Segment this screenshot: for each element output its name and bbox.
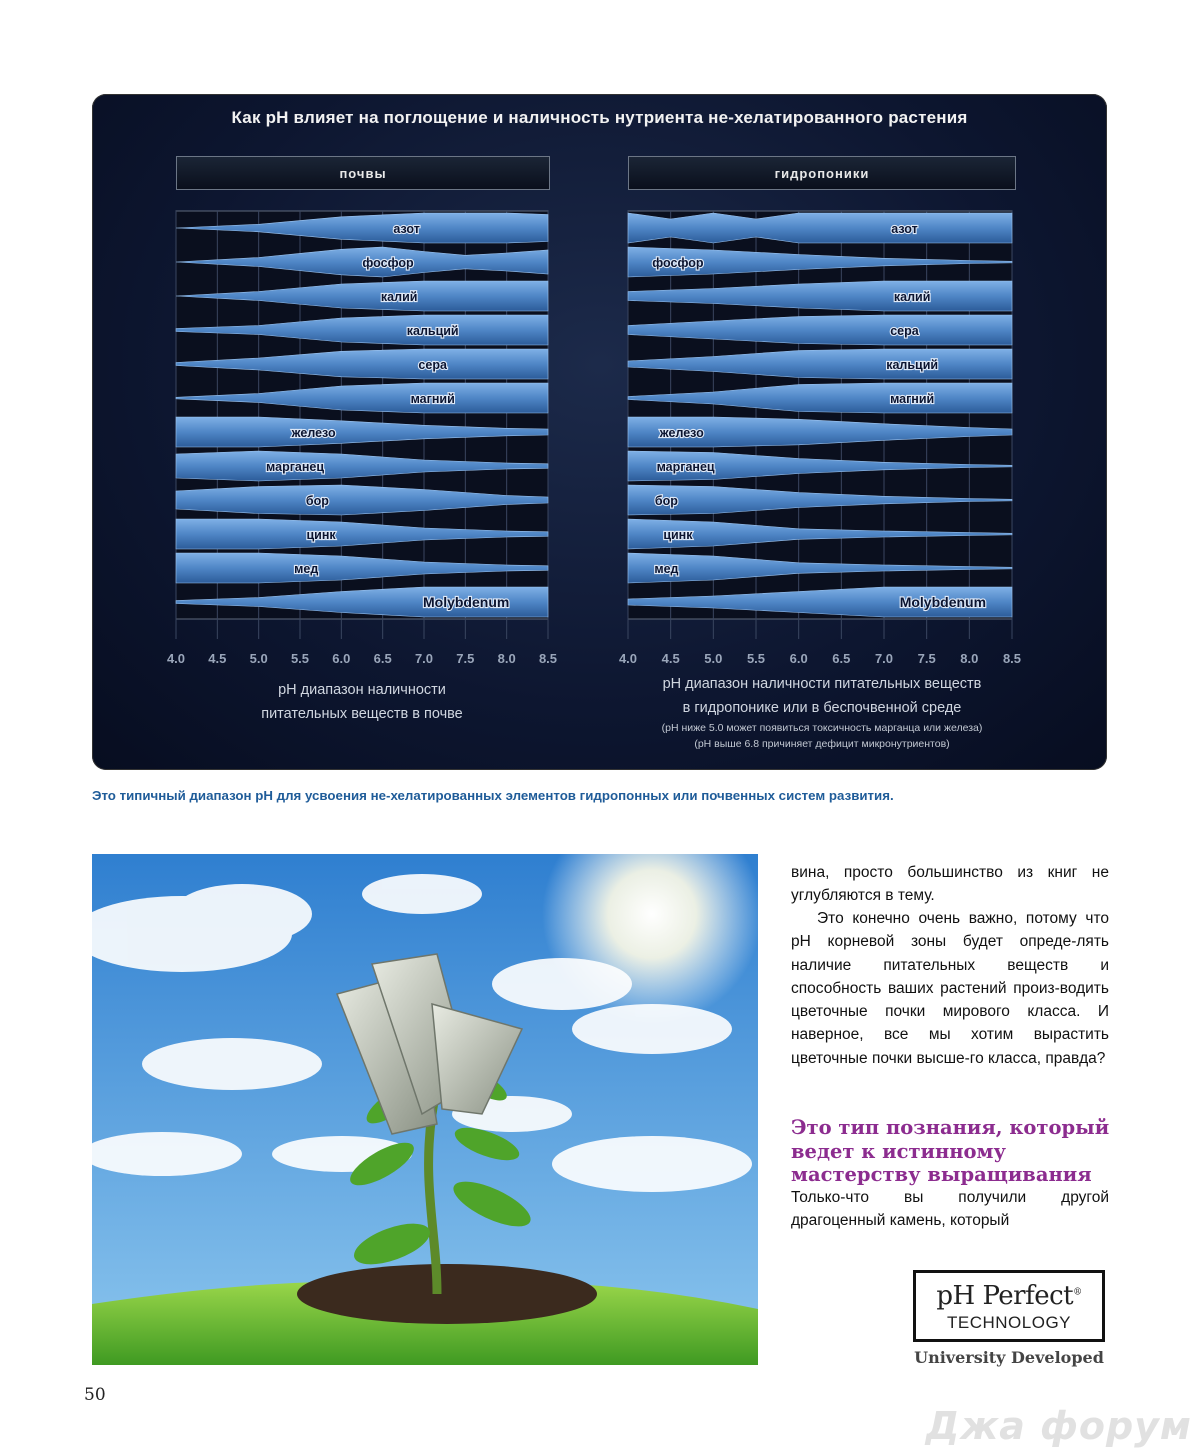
para-gem: Только-что вы получили другой драгоценный камень, который bbox=[791, 1189, 1109, 1230]
chart-0-band-label-азот: азот bbox=[393, 222, 420, 236]
soil-column-header: почвы bbox=[176, 156, 550, 190]
ph-band-charts bbox=[92, 94, 1107, 770]
chart-1-band-label-сера: сера bbox=[890, 324, 919, 338]
chart-0-tick-label-4: 6.0 bbox=[332, 651, 351, 666]
chart-0-tick-label-2: 5.0 bbox=[249, 651, 268, 666]
soil-caption-line-1: pH диапазон наличности bbox=[278, 682, 446, 698]
body-paragraph-2 bbox=[791, 907, 1109, 1070]
soil-caption bbox=[176, 678, 548, 726]
chart-0-band-label-бор: бор bbox=[305, 494, 329, 508]
ph-perfect-logo bbox=[913, 1270, 1105, 1342]
hydro-note-2: (pH выше 6.8 причиняет дефицит микронутриентов) bbox=[694, 738, 950, 750]
hydro-note-1: (pH ниже 5.0 может появиться токсичность марганца или железа) bbox=[661, 722, 983, 734]
chart-1-band-label-марганец: марганец bbox=[656, 460, 715, 474]
body-paragraph-3 bbox=[791, 1186, 1109, 1233]
logo-technology: TECHNOLOGY bbox=[946, 1313, 1072, 1332]
chart-0-tick-label-3: 5.5 bbox=[290, 651, 310, 666]
chart-1-band-label-магний: магний bbox=[890, 392, 935, 406]
chart-1-tick-label-2: 5.0 bbox=[704, 651, 723, 666]
chart-0-tick-label-5: 6.5 bbox=[373, 651, 392, 666]
chart-1-tick-label-4: 6.0 bbox=[789, 651, 808, 666]
chart-title: Как pH влияет на поглощение и наличность нутриента не-хелатированного растения bbox=[231, 108, 968, 127]
chart-0-band-label-железо: железо bbox=[291, 426, 336, 440]
forum-watermark: Джа форум bbox=[925, 1404, 1192, 1448]
chart-1-tick-label-6: 7.0 bbox=[874, 651, 894, 666]
logo-tagline: University Developed bbox=[914, 1348, 1104, 1367]
chart-1-band-label-molybdenum: Molybdenum bbox=[899, 594, 987, 610]
chart-1-band-label-фосфор: фосфор bbox=[652, 256, 704, 270]
section-heading: Это тип познания, который ведет к истинному мастерству выращивания bbox=[791, 1116, 1110, 1186]
chart-0-tick-label-0: 4.0 bbox=[166, 651, 186, 666]
figure-caption: Это типичный диапазон pH для усвоения не-хелатированных элементов гидропонных или почвенных систем развития. bbox=[92, 788, 894, 803]
page-number: 50 bbox=[84, 1385, 106, 1405]
chart-0-band-label-сера: сера bbox=[418, 358, 447, 372]
ph-chart-panel bbox=[92, 94, 1107, 770]
chart-0-band-label-мед: мед bbox=[294, 562, 319, 576]
chart-1-band-label-калий: калий bbox=[893, 290, 931, 304]
chart-1-tick-label-1: 4.5 bbox=[661, 651, 680, 666]
money-plant-photo bbox=[92, 854, 758, 1365]
soil-caption-line-2: питательных веществ в почве bbox=[261, 706, 463, 722]
chart-0-band-label-марганец: марганец bbox=[266, 460, 325, 474]
chart-0-tick-label-1: 4.5 bbox=[208, 651, 227, 666]
hydro-caption-line-1: pH диапазон наличности питательных веществ bbox=[662, 676, 982, 692]
chart-1-band-label-железо: железо bbox=[659, 426, 704, 440]
chart-0-band-label-магний: магний bbox=[410, 392, 455, 406]
chart-1-band-label-мед: мед bbox=[654, 562, 679, 576]
chart-0-band-label-кальций: кальций bbox=[406, 324, 459, 338]
para-continuation: вина, просто большинство из книг не углубляются в тему. bbox=[791, 864, 1109, 905]
chart-1-band-азот bbox=[628, 213, 1012, 243]
chart-1-band-label-кальций: кальций bbox=[886, 358, 939, 372]
body-paragraph-1 bbox=[791, 861, 1109, 908]
chart-0-tick-label-9: 8.5 bbox=[538, 651, 558, 666]
chart-1-band-label-азот: азот bbox=[891, 222, 918, 236]
logo-registered-mark: ® bbox=[1073, 1287, 1082, 1298]
chart-0-band-label-molybdenum: Molybdenum bbox=[422, 594, 510, 610]
chart-1-tick-label-0: 4.0 bbox=[618, 651, 638, 666]
chart-1-band-label-бор: бор bbox=[654, 494, 678, 508]
chart-1-tick-label-9: 8.5 bbox=[1002, 651, 1022, 666]
chart-0-tick-label-8: 8.0 bbox=[497, 651, 516, 666]
chart-0-band-label-цинк: цинк bbox=[306, 528, 336, 542]
chart-0-band-label-калий: калий bbox=[380, 290, 418, 304]
hydro-column-header: гидропоники bbox=[628, 156, 1016, 190]
chart-1-tick-label-3: 5.5 bbox=[746, 651, 766, 666]
hydro-caption bbox=[572, 672, 1072, 752]
chart-1-tick-label-5: 6.5 bbox=[832, 651, 851, 666]
para-importance: Это конечно очень важно, потому что pH корневой зоны будет опреде-лять наличие питательных веществ и способность ваших растений произ-водить цветочные почки мирового класса. И наверное, все мы хотим вырастить цветочные почки высше-го класса, правда? bbox=[791, 910, 1109, 1067]
chart-0-tick-label-6: 7.0 bbox=[414, 651, 434, 666]
chart-0-tick-label-7: 7.5 bbox=[456, 651, 475, 666]
hydro-caption-line-2: в гидропонике или в беспочвенной среде bbox=[682, 700, 962, 716]
chart-1-band-label-цинк: цинк bbox=[663, 528, 693, 542]
logo-name: pH Perfect® bbox=[936, 1281, 1082, 1311]
chart-1-tick-label-7: 7.5 bbox=[917, 651, 936, 666]
chart-1-tick-label-8: 8.0 bbox=[960, 651, 979, 666]
chart-0-band-label-фосфор: фосфор bbox=[362, 256, 414, 270]
